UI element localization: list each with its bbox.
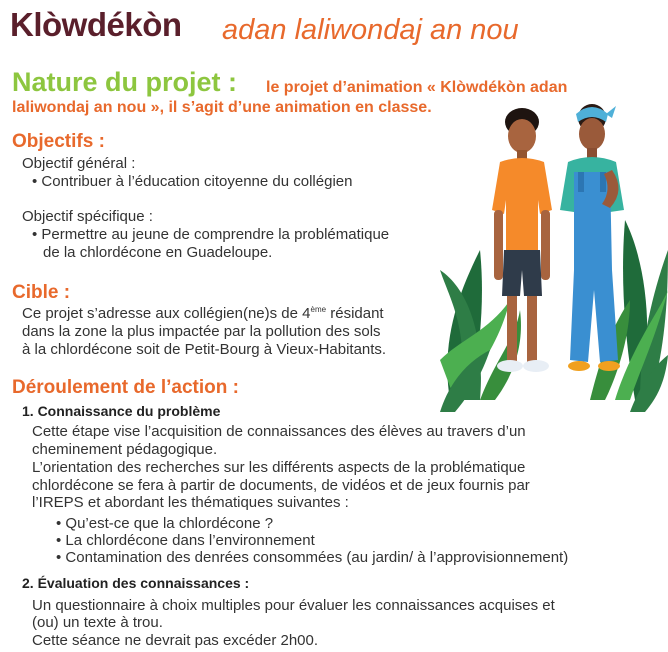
objectif-specifique-item: • Permettre au jeune de comprendre la problématique (32, 226, 390, 243)
step1-line: cheminement pédagogique. (32, 441, 218, 458)
step1-bullet: • Qu’est-ce que la chlordécone ? (56, 515, 274, 532)
step1-title: 1. Connaissance du problème (22, 403, 221, 419)
objectif-general-label: Objectif général : (22, 155, 136, 172)
page-subtitle: adan laliwondaj an nou (222, 14, 519, 46)
cible-line3: à la chlordécone soit de Petit-Bourg à Vieux-Habitants. (22, 341, 387, 358)
step1-line: Cette étape vise l’acquisition de connaissances des élèves au travers d’un (32, 423, 526, 440)
deroulement-heading: Déroulement de l’action : (12, 377, 239, 398)
step1-bullet: • Contamination des denrées consommées (au jardin/ à l’approvisionnement) (56, 549, 569, 566)
step1-line: chlordécone se fera à partir de documents, de vidéos et de jeux fournis par (32, 477, 530, 494)
objectifs-heading: Objectifs : (12, 131, 105, 152)
objectif-specifique-label: Objectif spécifique : (22, 208, 153, 225)
step2-line: Un questionnaire à choix multiples pour évaluer les connaissances acquises et (32, 597, 555, 614)
step2-line: (ou) un texte à trou. (32, 614, 163, 631)
nature-text-line1: le projet d’animation « Klòwdékòn adan (266, 79, 568, 96)
cible-line2: dans la zone la plus impactée par la pollution des sols (22, 323, 381, 340)
students-plants-illustration (440, 100, 668, 412)
nature-text-line2: laliwondaj an nou », il s’agit d’une animation en classe. (12, 99, 432, 116)
boy-student-icon (492, 108, 552, 372)
objectif-specifique-item-cont: de la chlordécone en Guadeloupe. (43, 244, 273, 261)
objectif-general-item: • Contribuer à l’éducation citoyenne du collégien (32, 173, 353, 190)
cible-heading: Cible : (12, 282, 71, 303)
step1-line: l’IREPS et abordant les thématiques suivantes : (32, 494, 349, 511)
step2-title: 2. Évaluation des connaissances : (22, 575, 250, 591)
step1-bullet: • La chlordécone dans l’environnement (56, 532, 315, 549)
nature-heading: Nature du projet : (12, 67, 238, 97)
girl-student-icon (560, 104, 624, 371)
page-title: Klòwdékòn (10, 6, 182, 43)
cible-line1: Ce projet s’adresse aux collégien(ne)s de 4ème résidant (22, 305, 384, 322)
step1-line: L’orientation des recherches sur les différents aspects de la problématique (32, 459, 526, 476)
step2-line: Cette séance ne devrait pas excéder 2h00. (32, 632, 319, 649)
